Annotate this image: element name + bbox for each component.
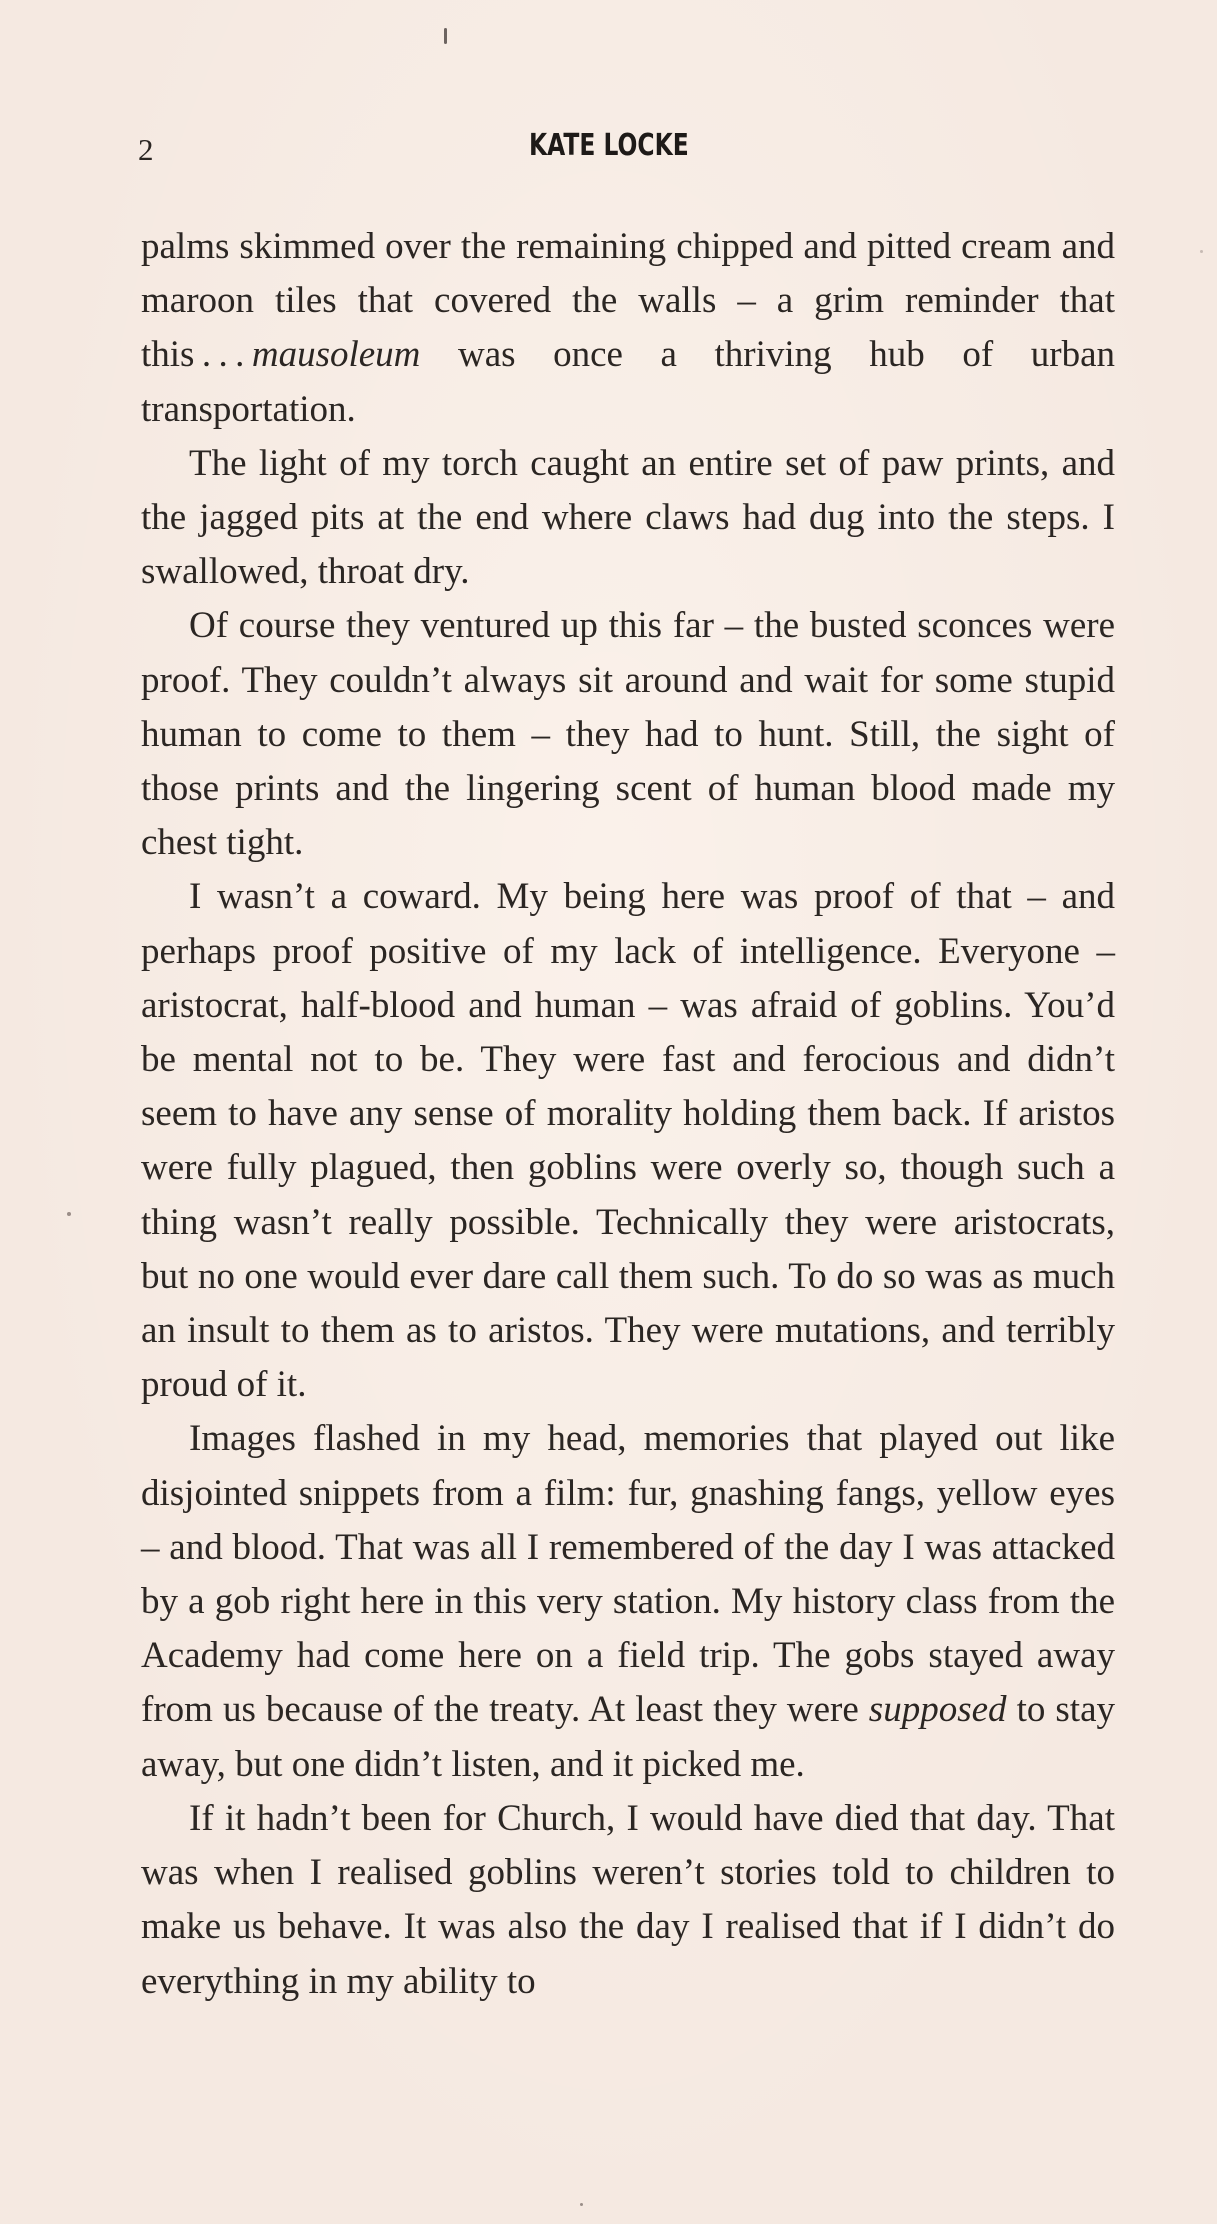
text-run: If it hadn’t been for Church, I would have died that day. That was when I realised goblins weren’t stories told to children to make us behave. It was also the day I realised that if I didn’t do everything in my ability to [141,1797,1115,2002]
paragraph [141,599,1115,870]
paragraph [141,220,1115,437]
ink-speck [580,2203,583,2206]
ink-speck [1200,250,1203,253]
italic-text: mausoleum [251,334,421,376]
body-text [141,220,1115,2009]
text-run: Of course they ventured up this far – the busted sconces were proof. They couldn’t always sit around and wait for some stupid human to come to them – they had to hunt. Still, the sight of those prints and the lingering scent of human blood made my chest tight. [141,605,1115,864]
page-number: 2 [138,132,154,167]
text-run: The light of my torch caught an entire set of paw prints, and the jagged pits at the end where claws had dug into the steps. I swallowed, throat dry. [141,442,1115,593]
paragraph [141,437,1115,600]
text-run: was once a thriving hub of urban transportation. [141,334,1115,430]
text-run: to stay away, but one didn’t listen, and it picked me. [141,1689,1115,1785]
ink-speck [444,28,447,44]
text-run: palms skimmed over the remaining chipped and pitted cream and maroon tiles that covered the walls – a grim reminder that this . . . [141,226,1115,376]
text-run: Images flashed in my head, memories that played out like disjointed snippets from a film: fur, gnashing fangs, yellow eyes – and blood. That was all I remembered of the day I was attacked by a gob right here in this very station. My history class from the Academy had come here on a field trip. The gobs stayed away from us because of the treaty. At least they were [141,1418,1115,1731]
paragraph [141,1792,1115,2009]
text-run: I wasn’t a coward. My being here was proof of that – and perhaps proof positive of my lack of intelligence. Everyone – aristocrat, half-blood and human – was afraid of goblins. You’d be mental not to be. They were fast and ferocious and didn’t seem to have any sense of morality holding them back. If aristos were fully plagued, then goblins were overly so, though such a thing wasn’t really possible. Technically they were aristocrats, but no one would ever dare call them such. To do so was as much an insult to them as to aristos. They were mutations, and terribly proud of it. [141,876,1115,1406]
running-head-author: KATE LOCKE [528,128,689,163]
paragraph [141,1412,1115,1791]
paragraph [141,870,1115,1412]
page-header [0,128,1217,178]
italic-text: supposed [868,1689,1007,1731]
ink-speck [67,1212,71,1216]
